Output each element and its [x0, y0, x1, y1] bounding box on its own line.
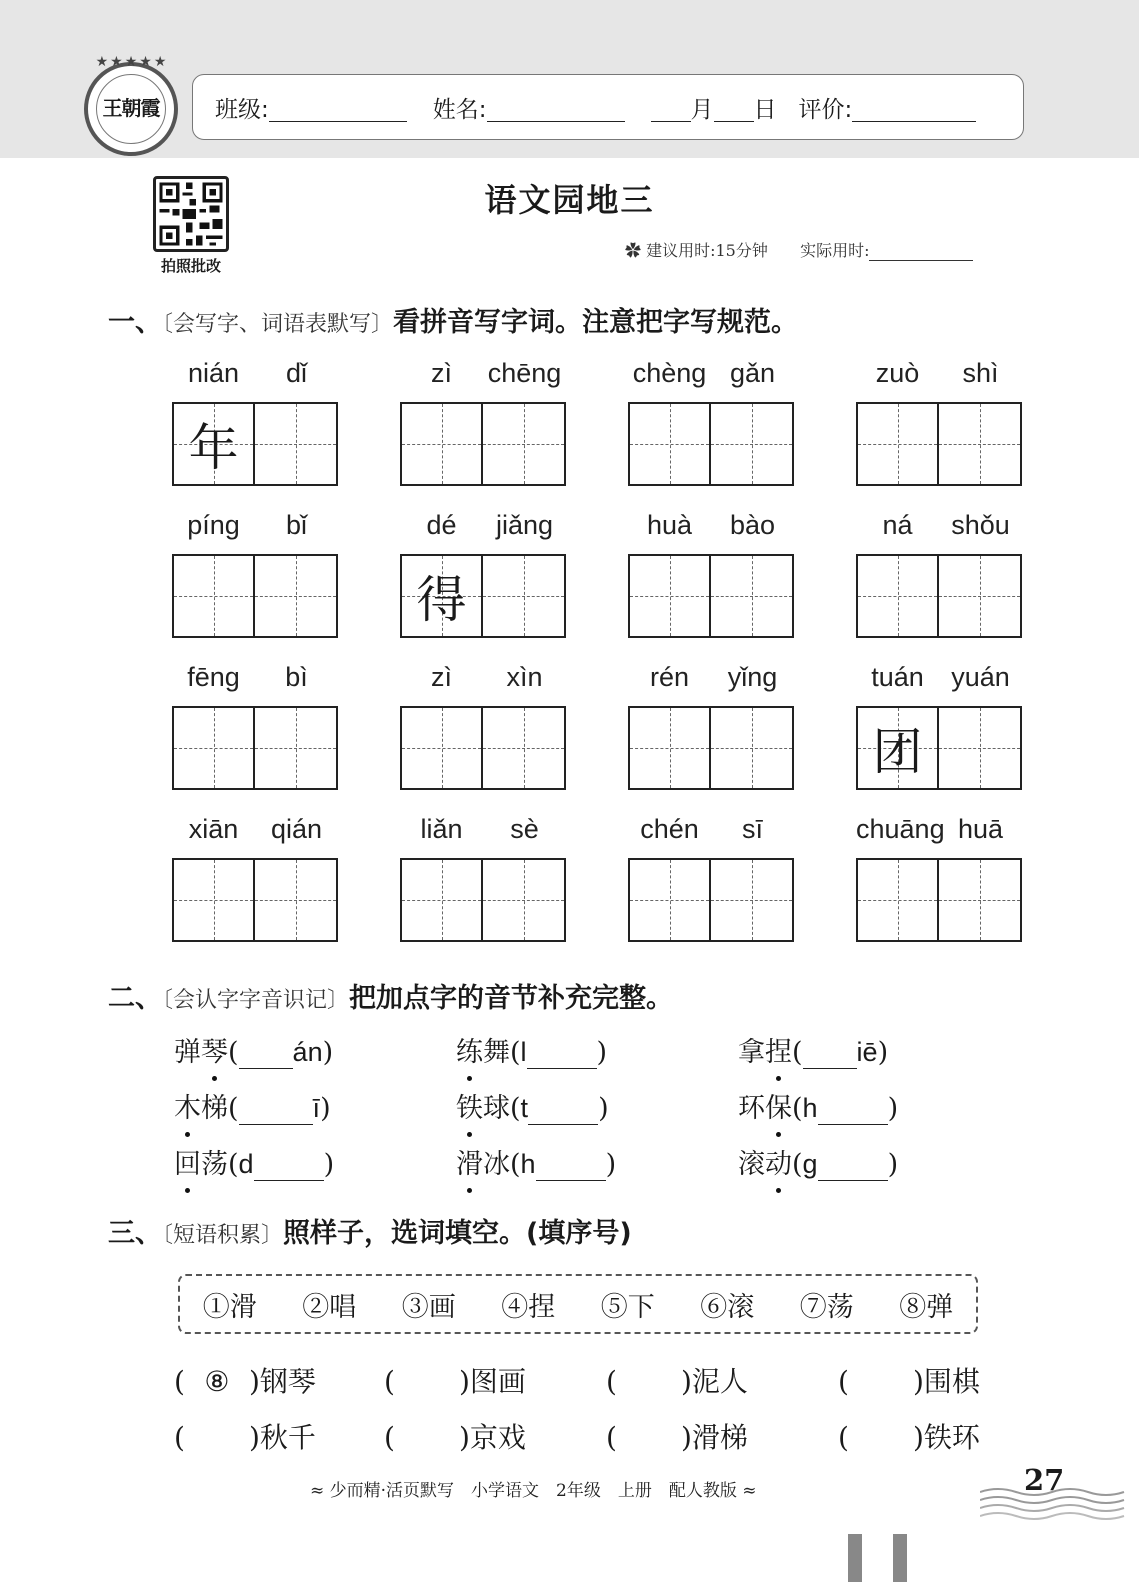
- syllable-blank[interactable]: [818, 1154, 888, 1181]
- syllable-item: [174, 1086, 331, 1125]
- sample-character: [402, 860, 481, 940]
- close-paren: ): [877, 1037, 889, 1068]
- writing-cell[interactable]: [939, 402, 1022, 486]
- tian-grid: [628, 706, 794, 790]
- pinyin-syllable: nián: [187, 358, 240, 388]
- word-character: 铁: [456, 1086, 483, 1125]
- sample-character: [630, 860, 709, 940]
- syllable-prefix: d: [238, 1149, 254, 1179]
- syllable-blank[interactable]: [254, 1154, 324, 1181]
- sample-character: [858, 556, 937, 636]
- phrase-word: 图画: [469, 1365, 526, 1398]
- writing-cell[interactable]: [483, 706, 566, 790]
- phrase-blank-item: [838, 1416, 980, 1456]
- page-title: 语文园地三: [484, 181, 655, 219]
- sample-character: [939, 708, 1020, 788]
- sample-character: [858, 404, 937, 484]
- phrase-blank-item: [174, 1416, 316, 1456]
- section-2-number: 二、: [108, 983, 162, 1014]
- word-option: ⑧弹: [899, 1291, 954, 1323]
- phrase-word: 泥人: [691, 1365, 748, 1398]
- sample-character: [711, 708, 792, 788]
- pinyin-syllable: zuò: [875, 358, 920, 388]
- open-paren: (: [174, 1421, 185, 1454]
- syllable-prefix: t: [520, 1093, 529, 1123]
- sample-character: [711, 556, 792, 636]
- sample-character: [630, 708, 709, 788]
- pinyin-syllable: qián: [270, 814, 323, 844]
- close-paren: ): [248, 1365, 260, 1398]
- writing-cell[interactable]: [172, 858, 255, 942]
- actual-time-field[interactable]: [869, 242, 973, 261]
- sample-character: [483, 556, 564, 636]
- syllable-suffix: án: [292, 1037, 323, 1067]
- time-info: [625, 238, 973, 261]
- phrase-blank-item: [384, 1416, 526, 1456]
- tian-grid: [400, 706, 566, 790]
- sample-character: [630, 404, 709, 484]
- class-label: 班级:: [215, 96, 269, 123]
- close-paren: ): [680, 1421, 692, 1454]
- close-paren: ): [248, 1421, 260, 1454]
- word-option: ②唱: [302, 1291, 357, 1323]
- writing-cell[interactable]: [400, 402, 483, 486]
- tian-grid: [172, 402, 338, 486]
- writing-cell[interactable]: [856, 858, 939, 942]
- close-paren: ): [680, 1365, 692, 1398]
- pinyin-syllable: bǐ: [285, 510, 307, 540]
- open-paren: (: [228, 1093, 239, 1124]
- writing-cell[interactable]: [172, 554, 255, 638]
- open-paren: (: [510, 1037, 521, 1068]
- sample-character: [483, 860, 564, 940]
- student-info-box: [192, 74, 1024, 140]
- word-option: ⑤下: [600, 1291, 655, 1323]
- phrase-word: 围棋: [923, 1365, 980, 1398]
- open-paren: (: [228, 1149, 239, 1180]
- section-3-heading: [108, 1211, 632, 1250]
- word-option: ⑥滚: [700, 1291, 755, 1323]
- phrase-word: 秋千: [259, 1421, 316, 1454]
- phrase-blank-item: [606, 1416, 748, 1456]
- word-character: 梯: [201, 1093, 228, 1124]
- word-character: 球: [483, 1093, 510, 1124]
- section-1-tag: 〔会写字、词语表默写〕: [162, 312, 394, 337]
- pinyin-syllable: shì: [962, 358, 999, 388]
- close-paren: ): [596, 1037, 608, 1068]
- pinyin-syllable: huà: [646, 510, 693, 540]
- section-3-number: 三、: [108, 1218, 162, 1249]
- tian-grid: [856, 858, 1022, 942]
- syllable-blank[interactable]: [239, 1098, 313, 1125]
- word-option: ③画: [401, 1291, 456, 1323]
- pinyin-syllable: sī: [741, 814, 763, 844]
- wave-decoration-icon: [980, 1486, 1130, 1526]
- section-2-tag: 〔会认字字音识记〕: [162, 988, 350, 1013]
- tian-grid: [628, 554, 794, 638]
- syllable-item: [738, 1086, 898, 1125]
- close-paren: ): [320, 1093, 331, 1124]
- writing-cell[interactable]: [711, 858, 794, 942]
- syllable-suffix: iē: [856, 1037, 878, 1067]
- pinyin-syllable: chuāng: [856, 814, 945, 844]
- section-1-heading: [108, 300, 798, 339]
- word-character: 拿: [738, 1037, 765, 1068]
- pinyin-syllable: zì: [430, 358, 452, 388]
- writing-cell[interactable]: [483, 554, 566, 638]
- pinyin-syllable: chén: [640, 814, 699, 844]
- word-character: 捏: [765, 1030, 792, 1069]
- sample-character: [858, 860, 937, 940]
- sample-character: [174, 708, 253, 788]
- sample-character: [711, 860, 792, 940]
- phrase-blank-item: [606, 1360, 748, 1400]
- open-paren: (: [228, 1037, 239, 1068]
- syllable-item: [456, 1086, 609, 1125]
- tian-grid: [172, 554, 338, 638]
- pinyin-syllable: rén: [649, 662, 690, 692]
- syllable-item: [456, 1142, 616, 1181]
- pinyin-syllable: bào: [729, 510, 776, 540]
- word-option: ④捏: [501, 1291, 556, 1323]
- publisher-logo: [84, 62, 178, 156]
- close-paren: ): [322, 1037, 334, 1068]
- sample-character: [174, 860, 253, 940]
- tian-grid: [172, 858, 338, 942]
- open-paren: (: [510, 1149, 521, 1180]
- writing-cell[interactable]: [255, 554, 338, 638]
- syllable-prefix: g: [802, 1149, 818, 1179]
- section-2-instruction: 把加点字的音节补充完整。: [349, 983, 674, 1014]
- pinyin-syllable: zì: [430, 662, 452, 692]
- writing-cell[interactable]: [172, 402, 255, 486]
- writing-cell[interactable]: [400, 554, 483, 638]
- writing-cell[interactable]: [400, 858, 483, 942]
- open-paren: (: [792, 1093, 803, 1124]
- rating-field[interactable]: [852, 93, 976, 122]
- word-option: ①滑: [202, 1291, 257, 1323]
- writing-cell[interactable]: [483, 402, 566, 486]
- writing-cell[interactable]: [255, 858, 338, 942]
- tian-grid: [628, 402, 794, 486]
- close-paren: ): [912, 1365, 924, 1398]
- writing-cell[interactable]: [939, 858, 1022, 942]
- section-2-heading: [108, 976, 673, 1015]
- writing-cell[interactable]: [856, 402, 939, 486]
- pinyin-syllable: ná: [882, 510, 913, 540]
- writing-cell[interactable]: [711, 554, 794, 638]
- sample-character: [483, 404, 564, 484]
- writing-cell[interactable]: [711, 402, 794, 486]
- phrase-word: 京戏: [469, 1421, 526, 1454]
- open-paren: (: [384, 1421, 395, 1454]
- tian-grid: [400, 554, 566, 638]
- logo-text: 王朝霞: [102, 96, 160, 120]
- writing-cell[interactable]: [255, 706, 338, 790]
- pinyin-syllable: sè: [510, 814, 539, 844]
- word-character: 滑: [456, 1142, 483, 1181]
- sample-character: 得: [416, 571, 467, 629]
- writing-cell[interactable]: [711, 706, 794, 790]
- syllable-prefix: h: [802, 1093, 818, 1123]
- phrase-blank-item: [384, 1360, 526, 1400]
- syllable-prefix: h: [520, 1149, 536, 1179]
- pinyin-syllable: huā: [957, 814, 1004, 844]
- writing-cell[interactable]: [628, 858, 711, 942]
- writing-cell[interactable]: [400, 706, 483, 790]
- actual-time-label: 实际用时:: [800, 241, 870, 260]
- writing-cell[interactable]: [172, 706, 255, 790]
- syllable-item: [174, 1142, 334, 1181]
- tian-grid: [856, 402, 1022, 486]
- open-paren: (: [606, 1421, 617, 1454]
- logo-stars-icon: ★★★★★: [95, 54, 169, 70]
- writing-cell[interactable]: [628, 706, 711, 790]
- writing-cell[interactable]: [856, 706, 939, 790]
- sample-character: [255, 860, 336, 940]
- name-label: 姓名:: [432, 96, 487, 123]
- pinyin-syllable: yuán: [951, 662, 1010, 692]
- sample-character: [402, 708, 481, 788]
- open-paren: (: [606, 1365, 617, 1398]
- syllable-blank[interactable]: [818, 1098, 888, 1125]
- syllable-item: [174, 1030, 333, 1069]
- sample-character: [939, 404, 1020, 484]
- pinyin-syllable: chèng: [632, 358, 707, 388]
- sample-character: [402, 404, 481, 484]
- pinyin-syllable: xiān: [188, 814, 239, 844]
- syllable-blank[interactable]: [528, 1098, 598, 1125]
- section-3-tag: 〔短语积累〕: [162, 1223, 284, 1248]
- tian-grid: [172, 706, 338, 790]
- word-options-box: [178, 1274, 978, 1334]
- flower-icon: ✿: [625, 241, 642, 260]
- sample-character: [174, 556, 253, 636]
- sample-character: [255, 556, 336, 636]
- pinyin-syllable: jiǎng: [495, 510, 554, 540]
- answer-blank[interactable]: ⑧: [204, 1365, 230, 1398]
- pinyin-syllable: bì: [285, 662, 308, 692]
- close-paren: ): [323, 1149, 335, 1180]
- syllable-prefix: l: [520, 1037, 527, 1067]
- word-character: 环: [738, 1093, 765, 1124]
- open-paren: (: [174, 1365, 185, 1398]
- syllable-blank[interactable]: [527, 1042, 597, 1069]
- open-paren: (: [838, 1421, 849, 1454]
- pinyin-syllable: liǎn: [420, 814, 463, 844]
- syllable-blank[interactable]: [239, 1042, 293, 1069]
- pinyin-syllable: yǐng: [727, 662, 778, 692]
- rating-label: 评价:: [798, 96, 853, 123]
- word-character: 荡: [201, 1149, 228, 1180]
- section-1-number: 一、: [108, 307, 162, 338]
- writing-cell[interactable]: [628, 402, 711, 486]
- close-paren: ): [458, 1421, 470, 1454]
- phrase-blank-item: [838, 1360, 980, 1400]
- month-field[interactable]: [651, 93, 691, 122]
- writing-cell[interactable]: [939, 706, 1022, 790]
- sample-character: [255, 404, 336, 484]
- word-character: 回: [174, 1142, 201, 1181]
- syllable-item: [456, 1030, 607, 1069]
- binding-tab: [893, 1534, 907, 1582]
- word-character: 弹: [174, 1037, 201, 1068]
- sample-character: [711, 404, 792, 484]
- writing-cell[interactable]: [483, 858, 566, 942]
- pinyin-syllable: gǎn: [729, 358, 776, 388]
- pinyin-syllable: xìn: [506, 662, 543, 692]
- close-paren: ): [912, 1421, 924, 1454]
- open-paren: (: [838, 1365, 849, 1398]
- open-paren: (: [384, 1365, 395, 1398]
- suggested-time: 建议用时:15分钟: [646, 241, 768, 260]
- pinyin-syllable: píng: [187, 510, 240, 540]
- writing-cell[interactable]: [939, 554, 1022, 638]
- syllable-item: [738, 1030, 888, 1069]
- day-field[interactable]: [714, 93, 754, 122]
- word-character: 琴: [201, 1030, 228, 1069]
- syllable-blank[interactable]: [803, 1042, 857, 1069]
- day-label: 日: [753, 96, 777, 123]
- word-character: 练: [456, 1030, 483, 1069]
- month-label: 月: [690, 96, 714, 123]
- section-1-instruction: 看拼音写字词。注意把字写规范。: [393, 307, 799, 338]
- phrase-word: 钢琴: [259, 1365, 316, 1398]
- sample-character: [255, 708, 336, 788]
- sample-character: [939, 556, 1020, 636]
- syllable-suffix: ī: [312, 1093, 321, 1123]
- word-character: 滚: [738, 1149, 765, 1180]
- syllable-item: [738, 1142, 898, 1181]
- pinyin-syllable: tuán: [871, 662, 924, 692]
- sample-character: [939, 860, 1020, 940]
- close-paren: ): [458, 1365, 470, 1398]
- word-character: 舞: [483, 1037, 510, 1068]
- tian-grid: [400, 858, 566, 942]
- open-paren: (: [792, 1149, 803, 1180]
- footer-text: ≈ 少而精·活页默写 小学语文 2年级 上册 配人教版 ≈: [310, 1481, 757, 1501]
- sample-character: [483, 708, 564, 788]
- pinyin-syllable: fēng: [187, 662, 240, 692]
- pinyin-syllable: chēng: [487, 358, 562, 388]
- word-option: ⑦荡: [799, 1291, 854, 1323]
- tian-grid: [400, 402, 566, 486]
- binding-tab: [848, 1534, 862, 1582]
- phrase-word: 滑梯: [691, 1421, 748, 1454]
- word-character: 冰: [483, 1149, 510, 1180]
- sample-character: 团: [872, 723, 923, 781]
- writing-cell[interactable]: [856, 554, 939, 638]
- writing-cell[interactable]: [628, 554, 711, 638]
- open-paren: (: [510, 1093, 521, 1124]
- open-paren: (: [792, 1037, 803, 1068]
- phrase-blank-item: [174, 1360, 316, 1400]
- close-paren: ): [887, 1149, 899, 1180]
- close-paren: ): [598, 1093, 609, 1124]
- close-paren: ): [605, 1149, 617, 1180]
- phrase-word: 铁环: [923, 1421, 980, 1454]
- pinyin-syllable: shǒu: [951, 510, 1010, 540]
- name-field[interactable]: [487, 93, 625, 122]
- word-character: 动: [765, 1142, 792, 1181]
- sample-character: 年: [188, 419, 239, 477]
- section-3-instruction: 照样子，选词填空。(填序号): [283, 1218, 632, 1249]
- pinyin-syllable: dé: [426, 510, 457, 540]
- word-character: 保: [765, 1086, 792, 1125]
- tian-grid: [856, 706, 1022, 790]
- pinyin-syllable: dǐ: [285, 358, 307, 388]
- qr-label: 拍照批改: [160, 257, 221, 275]
- sample-character: [630, 556, 709, 636]
- page-number: 27: [1024, 1463, 1065, 1497]
- tian-grid: [628, 858, 794, 942]
- tian-grid: [856, 554, 1022, 638]
- writing-cell[interactable]: [255, 402, 338, 486]
- close-paren: ): [887, 1093, 899, 1124]
- word-character: 木: [174, 1086, 201, 1125]
- class-field[interactable]: [269, 93, 407, 122]
- syllable-blank[interactable]: [536, 1154, 606, 1181]
